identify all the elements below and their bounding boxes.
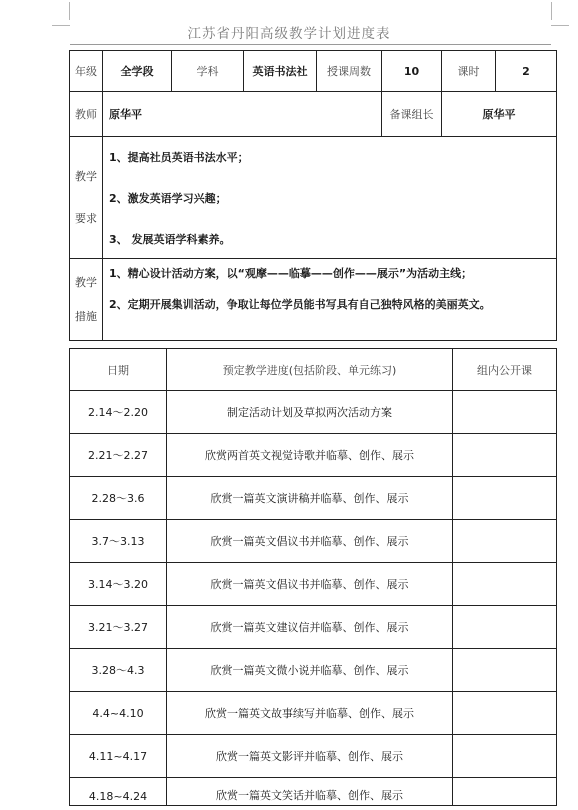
row-open-class xyxy=(453,563,557,606)
row-date: 3.7～3.13 xyxy=(70,520,167,563)
row-date: 2.14～2.20 xyxy=(70,391,167,434)
info-row-2 xyxy=(70,92,557,137)
weeks-value: 10 xyxy=(382,51,442,92)
row-open-class xyxy=(453,606,557,649)
row-date: 2.21～2.27 xyxy=(70,434,167,477)
teacher-value: 原华平 xyxy=(103,92,382,137)
hours-label: 课时 xyxy=(442,51,496,92)
table-row xyxy=(70,649,557,692)
schedule-table xyxy=(69,348,557,806)
leader-value: 原华平 xyxy=(442,92,557,137)
title-rule xyxy=(70,44,551,45)
header-progress: 预定教学进度(包括阶段、单元练习) xyxy=(167,349,453,391)
hours-value: 2 xyxy=(496,51,557,92)
row-open-class xyxy=(453,735,557,778)
row-content: 欣赏一篇英文笑话并临摹、创作、展示 xyxy=(167,778,453,806)
table-row xyxy=(70,391,557,434)
table-row xyxy=(70,563,557,606)
leader-label: 备课组长 xyxy=(382,92,442,137)
row-content: 欣赏一篇英文影评并临摹、创作、展示 xyxy=(167,735,453,778)
table-row xyxy=(70,434,557,477)
row-open-class xyxy=(453,434,557,477)
requirements-row xyxy=(70,137,557,259)
subject-label: 学科 xyxy=(172,51,244,92)
table-row xyxy=(70,520,557,563)
table-row xyxy=(70,477,557,520)
row-content: 欣赏一篇英文倡议书并临摹、创作、展示 xyxy=(167,563,453,606)
measures-label: 教学 措施 xyxy=(70,259,103,341)
row-open-class xyxy=(453,391,557,434)
row-content: 欣赏两首英文视觉诗歌并临摹、创作、展示 xyxy=(167,434,453,477)
row-content: 欣赏一篇英文倡议书并临摹、创作、展示 xyxy=(167,520,453,563)
schedule-header-row xyxy=(70,349,557,391)
requirement-item: 3、 发展英语学科素养。 xyxy=(109,232,231,246)
row-content: 欣赏一篇英文演讲稿并临摹、创作、展示 xyxy=(167,477,453,520)
row-date: 3.28～4.3 xyxy=(70,649,167,692)
row-open-class xyxy=(453,778,557,806)
table-row xyxy=(70,606,557,649)
row-open-class xyxy=(453,649,557,692)
row-date: 3.21～3.27 xyxy=(70,606,167,649)
header-date: 日期 xyxy=(70,349,167,391)
row-open-class xyxy=(453,520,557,563)
table-row xyxy=(70,735,557,778)
row-content: 制定活动计划及草拟两次活动方案 xyxy=(167,391,453,434)
weeks-label: 授课周数 xyxy=(317,51,382,92)
requirements-content xyxy=(103,137,557,259)
measure-item: 2、定期开展集训活动，争取让每位学员能书写具有自己独特风格的美丽英文。 xyxy=(109,298,491,311)
row-content: 欣赏一篇英文微小说并临摹、创作、展示 xyxy=(167,649,453,692)
row-date: 4.18~4.24 xyxy=(70,778,167,806)
row-date: 3.14～3.20 xyxy=(70,563,167,606)
header-open-class: 组内公开课 xyxy=(453,349,557,391)
row-content: 欣赏一篇英文建议信并临摹、创作、展示 xyxy=(167,606,453,649)
row-date: 4.4~4.10 xyxy=(70,692,167,735)
row-content: 欣赏一篇英文故事续写并临摹、创作、展示 xyxy=(167,692,453,735)
requirement-item: 1、提高社员英语书法水平； xyxy=(109,150,249,164)
measures-row xyxy=(70,259,557,341)
row-open-class xyxy=(453,477,557,520)
grade-label: 年级 xyxy=(70,51,103,92)
document-title: 江苏省丹阳高级教学计划进度表 xyxy=(187,26,391,42)
info-row-1 xyxy=(70,51,557,92)
requirement-item: 2、激发英语学习兴趣； xyxy=(109,191,227,205)
row-date: 4.11~4.17 xyxy=(70,735,167,778)
table-row xyxy=(70,778,557,806)
row-open-class xyxy=(453,692,557,735)
teacher-label: 教师 xyxy=(70,92,103,137)
table-row xyxy=(70,692,557,735)
grade-value: 全学段 xyxy=(103,51,172,92)
plan-info-table xyxy=(69,50,557,341)
requirements-label: 教学 要求 xyxy=(70,137,103,259)
measures-content xyxy=(103,259,557,341)
measure-item: 1、精心设计活动方案，以“观摩——临摹——创作——展示”为活动主线； xyxy=(109,267,473,280)
row-date: 2.28～3.6 xyxy=(70,477,167,520)
subject-value: 英语书法社 xyxy=(244,51,317,92)
